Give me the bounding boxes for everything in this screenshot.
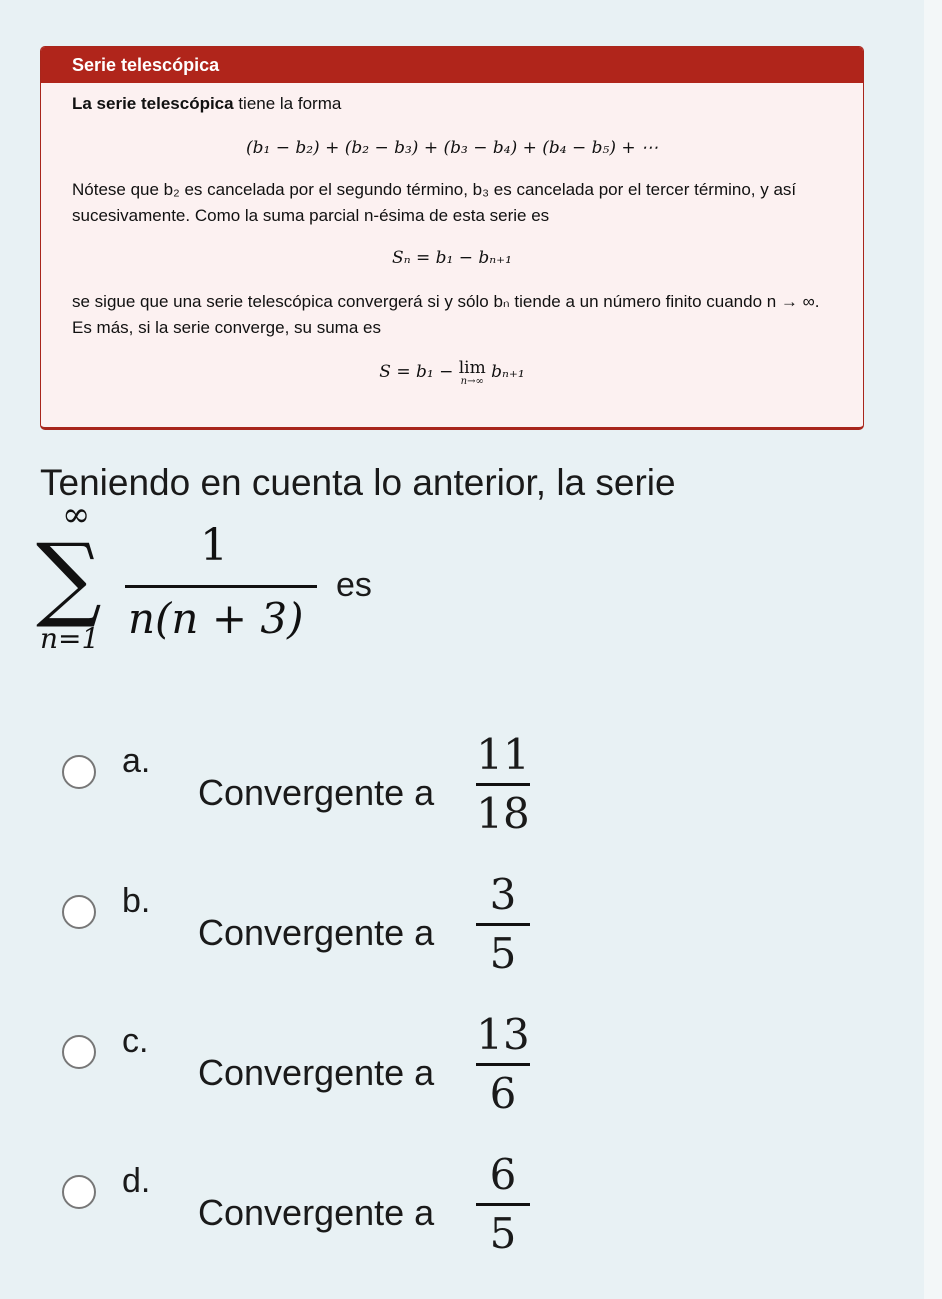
option-text: Convergente a [198, 1052, 435, 1093]
option-text: Convergente a [198, 912, 435, 953]
option-a-radio[interactable] [62, 755, 96, 789]
telescoping-formula: (b₁ − b₂) + (b₂ − b₃) + (b₃ − b₄) + (b₄ − b₅) + ⋯ [245, 138, 659, 158]
question-text: Teniendo en cuenta lo anterior, la serie [40, 462, 676, 503]
definition-box [40, 46, 864, 430]
sum-formula-right: bₙ₊₁ [485, 362, 525, 382]
option-b-radio[interactable] [62, 895, 96, 929]
sum-upper-limit: ∞ [62, 495, 91, 535]
option-letter: b. [122, 882, 151, 920]
numerator: 6 [489, 1150, 517, 1199]
page-edge [924, 0, 942, 1299]
option-letter: c. [122, 1022, 149, 1060]
limit [459, 359, 486, 387]
option-fraction [474, 1150, 532, 1259]
option-c-radio[interactable] [62, 1035, 96, 1069]
limit-subscript: n→∞ [460, 376, 484, 387]
denominator: 5 [489, 929, 517, 978]
option-c[interactable] [0, 1000, 700, 1130]
intro-bold: La serie telescópica [72, 94, 234, 113]
series-numerator: 1 [200, 520, 228, 571]
convergence-text: se sigue que una serie telescópica convergerá si y sólo bₙ tiende a un número finito cuando n → ∞. Es más, si la serie converge, su suma es [72, 292, 820, 337]
intro-rest: tiene la forma [233, 94, 342, 113]
sum-lower-limit: n=1 [40, 622, 100, 655]
denominator: 5 [489, 1209, 517, 1258]
fraction-bar [476, 1203, 530, 1206]
numerator: 3 [489, 870, 517, 919]
option-letter: a. [122, 742, 151, 780]
sigma-symbol: ∑ [36, 524, 102, 631]
option-a[interactable] [0, 720, 700, 850]
intro-text [72, 91, 832, 117]
explanation-text: Nótese que b₂ es cancelada por el segundo término, b₃ es cancelada por el tercer término, y así sucesivamente. Como la suma parcial n-ésima de esta serie es [72, 180, 797, 225]
numerator: 13 [476, 1010, 530, 1059]
option-text: Convergente a [198, 1192, 435, 1233]
option-b[interactable] [0, 860, 700, 990]
option-d[interactable] [0, 1140, 700, 1270]
fraction-bar [125, 585, 317, 588]
denominator: 18 [476, 789, 530, 838]
limit-label: lim [458, 358, 486, 378]
partial-sum-formula: Sₙ = b₁ − bₙ₊₁ [392, 248, 512, 268]
fraction-bar [476, 783, 530, 786]
question-suffix: es [336, 566, 372, 604]
fraction-bar [476, 1063, 530, 1066]
numerator: 11 [476, 730, 530, 779]
option-d-radio[interactable] [62, 1175, 96, 1209]
option-fraction [474, 870, 532, 979]
option-letter: d. [122, 1162, 151, 1200]
option-fraction [474, 1010, 532, 1119]
option-fraction [474, 730, 532, 839]
denominator: 6 [489, 1069, 517, 1118]
sum-formula [72, 359, 832, 387]
fraction-bar [476, 923, 530, 926]
option-text: Convergente a [198, 772, 435, 813]
sum-formula-left: S = b₁ − [379, 362, 459, 382]
series-denominator: n(n + 3) [128, 594, 304, 643]
definition-title: Serie telescópica [41, 47, 863, 83]
